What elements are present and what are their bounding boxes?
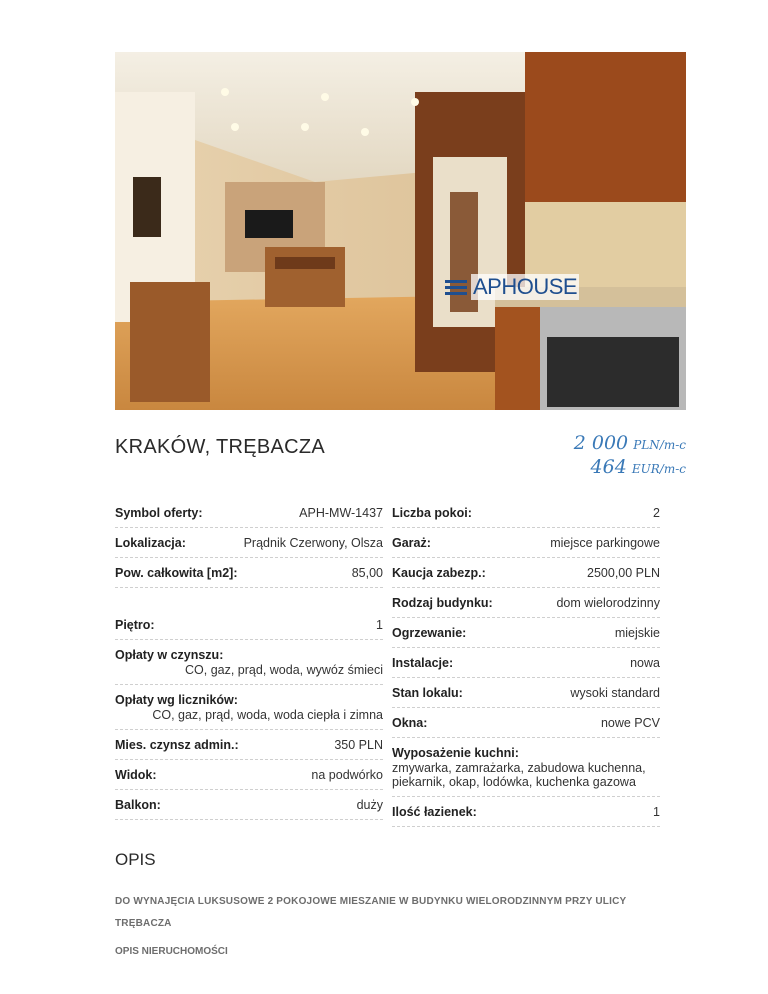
detail-row	[115, 614, 383, 640]
detail-value: miejskie	[614, 626, 660, 640]
detail-row	[392, 801, 660, 827]
detail-value: 85,00	[351, 566, 383, 580]
detail-label: Mies. czynsz admin.:	[115, 738, 239, 752]
detail-row	[392, 742, 660, 797]
property-photo	[115, 52, 686, 410]
price-block	[574, 432, 686, 480]
details-left	[115, 502, 383, 824]
detail-row	[392, 682, 660, 708]
price-pln-unit: PLN/m-c	[633, 438, 686, 452]
detail-value: miejsce parkingowe	[550, 536, 660, 550]
detail-row	[392, 712, 660, 738]
detail-label: Okna:	[392, 716, 428, 730]
detail-value: APH-MW-1437	[299, 506, 383, 520]
detail-label: Lokalizacja:	[115, 536, 186, 550]
detail-value: Prądnik Czerwony, Olsza	[243, 536, 383, 550]
detail-row	[392, 622, 660, 648]
price-eur-value: 464	[590, 456, 627, 478]
detail-label: Opłaty wg liczników:	[115, 693, 238, 707]
detail-label: Widok:	[115, 768, 157, 782]
detail-row	[115, 794, 383, 820]
detail-value: 1	[376, 618, 383, 632]
detail-row	[115, 532, 383, 558]
detail-value: wysoki standard	[570, 686, 660, 700]
detail-value: nowe PCV	[600, 716, 660, 730]
price-pln	[574, 432, 686, 456]
detail-label: Instalacje:	[392, 656, 454, 670]
detail-label: Symbol oferty:	[115, 506, 203, 520]
detail-value: na podwórko	[311, 768, 383, 782]
detail-label: Kaucja zabezp.:	[392, 566, 486, 580]
detail-row	[392, 562, 660, 588]
price-pln-value: 2 000	[573, 432, 629, 454]
detail-value: duży	[356, 798, 383, 812]
detail-label: Opłaty w czynszu:	[115, 648, 224, 662]
detail-row	[115, 562, 383, 588]
spacer	[115, 592, 383, 614]
detail-label: Rodzaj budynku:	[392, 596, 493, 610]
detail-value: CO, gaz, prąd, woda, wywóz śmieci	[185, 663, 383, 677]
price-eur	[574, 456, 686, 480]
price-eur-unit: EUR/m-c	[631, 462, 686, 476]
detail-value: 2500,00 PLN	[587, 566, 660, 580]
detail-label: Pow. całkowita [m2]:	[115, 566, 238, 580]
detail-value: 2	[653, 506, 660, 520]
detail-label: Wyposażenie kuchni:	[392, 746, 519, 760]
detail-label: Ilość łazienek:	[392, 805, 477, 819]
detail-value: zmywarka, zamrażarka, zabudowa kuchenna, piekarnik, okap, lodówka, kuchenka gazowa	[392, 761, 646, 789]
logo-text: APHOUSE	[473, 274, 578, 299]
logo-bars-icon	[445, 280, 467, 295]
detail-row	[392, 502, 660, 528]
detail-value: nowa	[630, 656, 660, 670]
detail-label: Liczba pokoi:	[392, 506, 472, 520]
detail-row	[392, 532, 660, 558]
description-headline: DO WYNAJĘCIA LUKSUSOWE 2 POKOJOWE MIESZANIE W BUDYNKU WIELORODZINNYM PRZY ULICY TRĘBACZA	[115, 896, 627, 929]
detail-value: 1	[653, 805, 660, 819]
detail-row	[115, 502, 383, 528]
detail-row	[392, 652, 660, 678]
detail-row	[115, 689, 383, 730]
detail-label: Piętro:	[115, 618, 155, 632]
aphouse-logo	[445, 274, 579, 300]
details-right	[392, 502, 660, 831]
detail-row	[115, 644, 383, 685]
description-title: OPIS	[115, 850, 156, 869]
detail-row	[115, 734, 383, 760]
detail-label: Stan lokalu:	[392, 686, 463, 700]
detail-label: Garaż:	[392, 536, 431, 550]
detail-value: CO, gaz, prąd, woda, woda ciepła i zimna	[152, 708, 383, 722]
detail-row	[392, 592, 660, 618]
detail-label: Balkon:	[115, 798, 161, 812]
detail-value: dom wielorodzinny	[556, 596, 660, 610]
detail-row	[115, 764, 383, 790]
page-title: KRAKÓW, TRĘBACZA	[115, 436, 326, 458]
detail-value: 350 PLN	[334, 738, 383, 752]
detail-label: Ogrzewanie:	[392, 626, 467, 640]
description-subheading: OPIS NIERUCHOMOŚCI	[115, 946, 228, 957]
